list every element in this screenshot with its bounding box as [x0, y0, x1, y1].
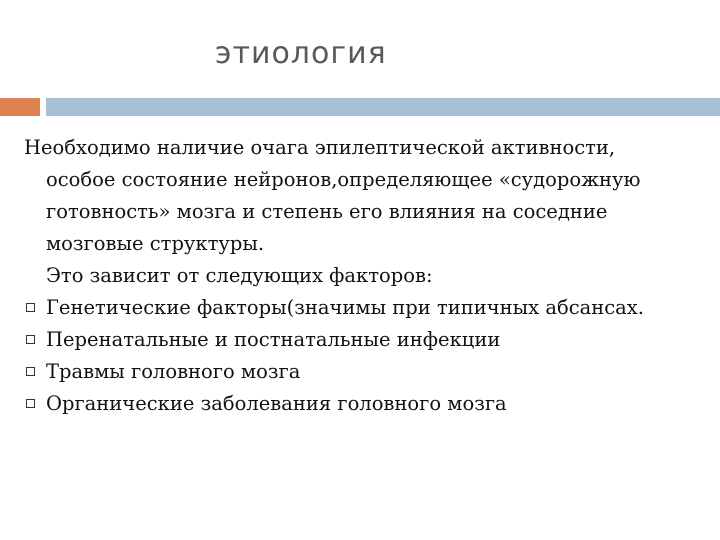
accent-bar-orange — [0, 98, 40, 116]
list-item — [24, 356, 674, 388]
slide-title: этиология — [215, 36, 387, 71]
list-item — [24, 388, 674, 420]
square-bullet-icon — [26, 399, 35, 408]
sub-intro: Это зависит от следующих факторов: — [46, 264, 433, 287]
slide-body — [24, 132, 674, 420]
list-item-text: Перенатальные и постнатальные инфекции — [46, 328, 501, 351]
list-item — [24, 324, 674, 356]
list-item-text: Травмы головного мозга — [46, 360, 301, 383]
intro-paragraph: Необходимо наличие очага эпилептической активности, особое состояние нейронов,определяющее «судорожную готовность» мозга и степень его влияния на соседние мозговые структуры. — [24, 136, 641, 255]
accent-bar-blue — [46, 98, 720, 116]
list-item-text: Генетические факторы(значимы при типичных абсансах. — [46, 296, 645, 319]
list-item-text: Органические заболевания головного мозга — [46, 392, 507, 415]
list-item — [24, 292, 674, 324]
factor-list — [24, 292, 674, 420]
square-bullet-icon — [26, 367, 35, 376]
square-bullet-icon — [26, 335, 35, 344]
square-bullet-icon — [26, 303, 35, 312]
